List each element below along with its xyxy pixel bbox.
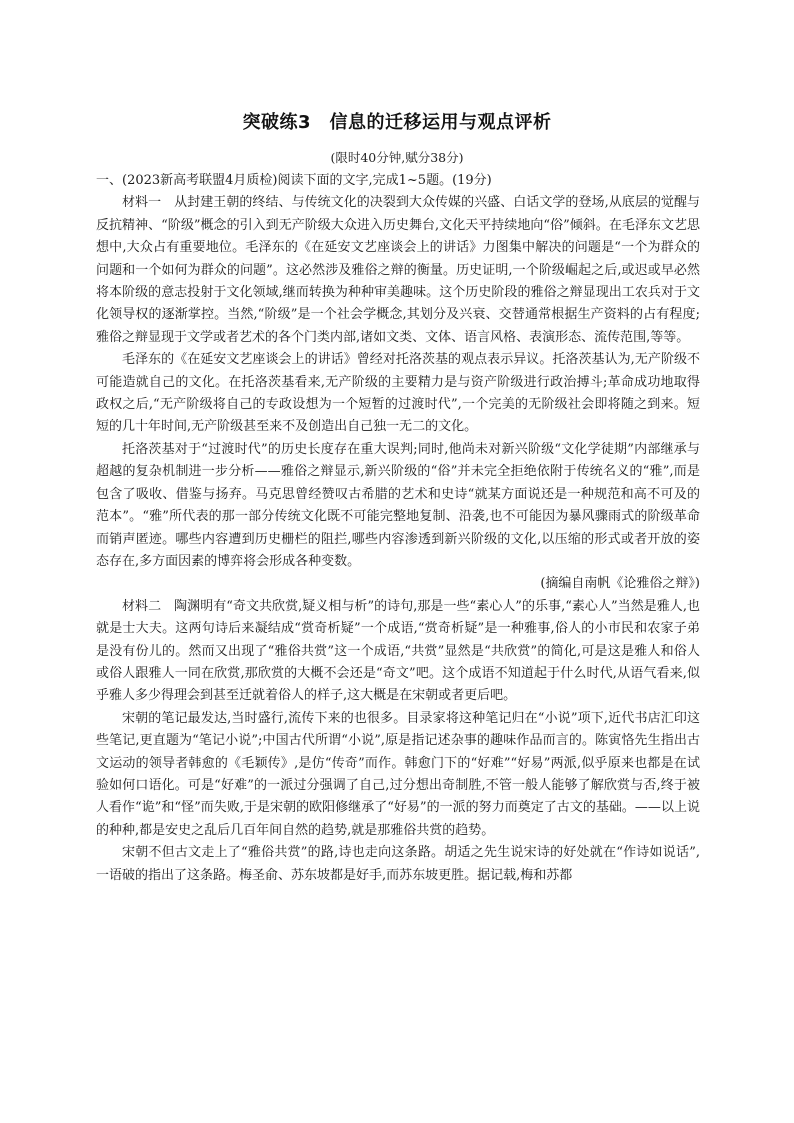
source-citation: (摘编自南帆《论雅俗之辩》)	[540, 576, 700, 592]
document-body	[96, 170, 700, 887]
paragraph: 宋朝的笔记最发达,当时盛行,流传下来的也很多。目录家将这种笔记归在“小说”项下,近代书店汇印这些笔记,更直题为“笔记小说”;中国古代所谓“小说”,原是指记述杂事的趣味作品而言的。陈寅恪先生指出古文运动的领导者韩愈的《毛颖传》,是仿“传奇”而作。韩愈门下的“好难”“好易”两派,似乎原来也都是在试验如何口语化。可是“好难”的一派过分强调了自己,过分想出奇制胜,不管一般人能够了解欣赏与否,终于被人看作“诡”和“怪”而失败,于是宋朝的欧阳修继承了“好易”的一派的努力而奠定了古文的基础。——以上说的种种,都是安史之乱后几百年间自然的趋势,就是那雅俗共赏的趋势。	[96, 710, 700, 838]
paragraph: 毛泽东的《在延安文艺座谈会上的讲话》曾经对托洛茨基的观点表示异议。托洛茨基认为,无产阶级不可能造就自己的文化。在托洛茨基看来,无产阶级的主要精力是与资产阶级进行政治搏斗;革命成功地取得政权之后,“无产阶级将自己的专政设想为一个短暂的过渡时代”,一个完美的无阶级社会即将随之到来。短短的几十年时间,无产阶级甚至来不及创造出自己独一无二的文化。	[96, 352, 700, 435]
time-limit-note: (限时40分钟,赋分38分)	[330, 150, 464, 165]
paragraph: 托洛茨基对于“过渡时代”的历史长度存在重大误判;同时,他尚未对新兴阶级“文化学徒期”内部继承与超越的复杂机制进一步分析——雅俗之辩显示,新兴阶级的“俗”并未完全拒绝依附于传统名义的“雅”,而是包含了吸收、借鉴与扬弃。马克思曾经赞叹古希腊的艺术和史诗“就某方面说还是一种规范和高不可及的范本”。“雅”所代表的那一部分传统文化既不可能完整地复制、沿袭,也不可能因为暴风骤雨式的阶级革命而销声匿迹。哪些内容遭到历史栅栏的阻拦,哪些内容渗透到新兴阶级的文化,以压缩的形式或者开放的姿态存在,多方面因素的博弈将会形成各种变数。	[96, 441, 700, 569]
paragraph: 宋朝不但古文走上了“雅俗共赏”的路,诗也走向这条路。胡适之先生说宋诗的好处就在“作诗如说话”,一语破的指出了这条路。梅圣俞、苏东坡都是好手,而苏东坡更胜。据记载,梅和苏都	[96, 845, 700, 883]
paragraph: 材料一 从封建王朝的终结、与传统文化的决裂到大众传媒的兴盛、白话文学的登场,从底层的觉醒与反抗精神、“阶级”概念的引入到无产阶级大众进入历史舞台,文化天平持续地向“俗”倾斜。在毛泽东文艺思想中,大众占有重要地位。毛泽东的《在延安文艺座谈会上的讲话》力图集中解决的问题是“一个为群众的问题和一个如何为群众的问题”。这必然涉及雅俗之辩的衡量。历史证明,一个阶级崛起之后,或迟或早必然将本阶级的意志投射于文化领域,继而转换为种种审美趣味。这个历史阶段的雅俗之辩显现出工农兵对于文化领导权的逐渐掌控。当然,“阶级”是一个社会学概念,其划分及兴衰、交替通常根据生产资料的占有程度;雅俗之辩显现于文学或者艺术的各个门类内部,诸如文类、文体、语言风格、表演形态、流传范围,等等。	[96, 195, 700, 345]
paragraph: 材料二 陶渊明有“奇文共欣赏,疑义相与析”的诗句,那是一些“素心人”的乐事,“素心人”当然是雅人,也就是士大夫。这两句诗后来凝结成“赏奇析疑”一个成语,“赏奇析疑”是一种雅事,俗人的小市民和农家子弟是没有份儿的。然而又出现了“雅俗共赏”这一个成语,“共赏”显然是“共欣赏”的简化,可是这是雅人和俗人或俗人跟雅人一同在欣赏,那欣赏的大概不会还是“奇文”吧。这个成语不知道起于什么时代,从语气看来,似乎雅人多少得理会到甚至迁就着俗人的样子,这大概是在宋朝或者更后吧。	[96, 598, 700, 704]
question-heading: 一、(2023新高考联盟4月质检)阅读下面的文字,完成1~5题。(19分)	[96, 173, 492, 188]
page-title: 突破练3 信息的迁移运用与观点评析	[242, 112, 552, 133]
